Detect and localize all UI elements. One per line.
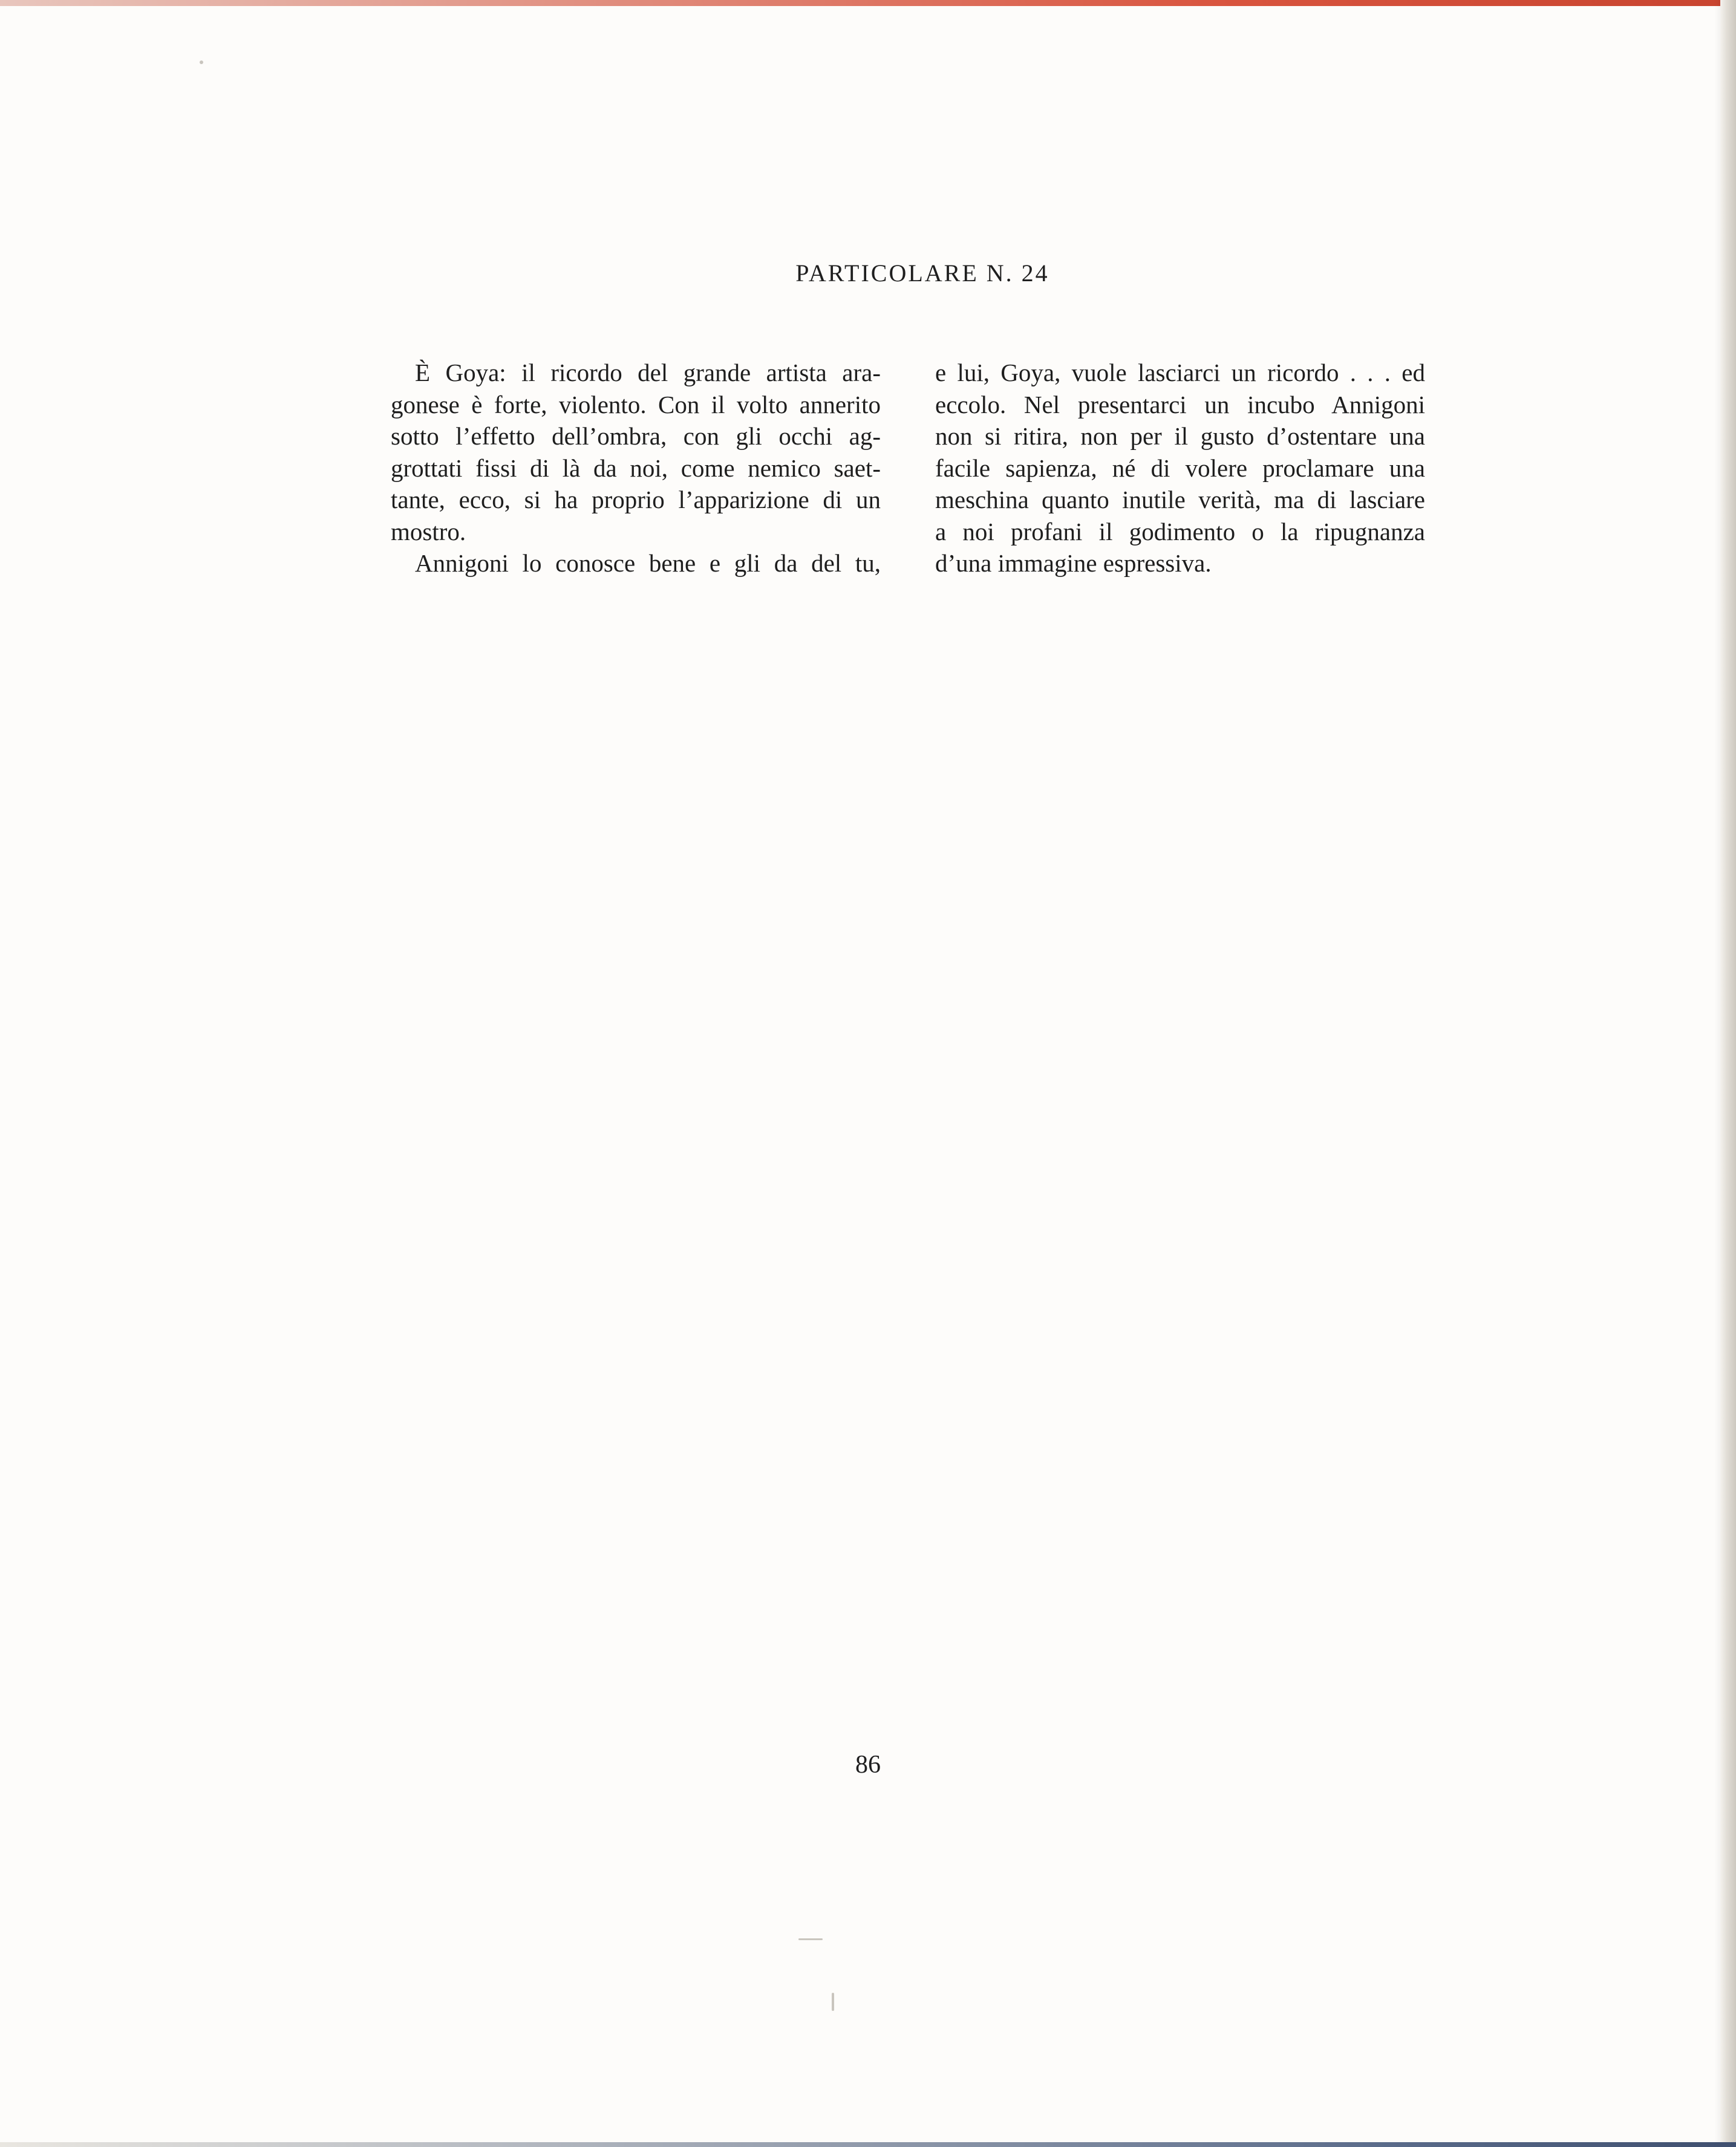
text-line: sotto l’effetto dell’ombra, con gli occhi ag- — [391, 422, 881, 450]
page-number: 86 — [855, 1751, 881, 1779]
page-gutter-shade — [1714, 0, 1720, 2147]
text-line: non si ritira, non per il gusto d’ostentare una — [935, 422, 1425, 450]
text-line: meschina quanto inutile verità, ma di lasciare — [935, 486, 1425, 513]
right-text-column — [935, 357, 1425, 579]
text-line: a noi profani il godimento o la ripugnanza — [935, 517, 1425, 546]
text-line: È Goya: il ricordo del grande artista ara- — [415, 359, 881, 386]
text-line: eccolo. Nel presentarci un incubo Annigoni — [935, 390, 1425, 419]
paper-speck — [200, 60, 203, 64]
text-line: d’una immagine espressiva. — [935, 549, 1212, 577]
page-bottom-edge — [0, 2142, 1736, 2147]
text-line: tante, ecco, si ha proprio l’apparizione di un — [391, 486, 881, 513]
text-line: grottati fissi di là da noi, come nemico saet- — [391, 454, 881, 482]
page-top-edge — [0, 0, 1736, 6]
page-title: PARTICOLARE N. 24 — [795, 259, 1049, 287]
paper-speck — [832, 1993, 834, 2011]
text-line: facile sapienza, né di volere proclamare una — [935, 454, 1425, 482]
text-line: mostro. — [391, 517, 466, 546]
page-right-edge — [1720, 0, 1736, 2147]
paper-speck — [798, 1938, 823, 1940]
text-line: gonese è forte, violento. Con il volto annerito — [391, 390, 881, 419]
text-line: e lui, Goya, vuole lasciarci un ricordo . . . ed — [935, 359, 1425, 386]
text-line: Annigoni lo conosce bene e gli da del tu, — [415, 549, 881, 577]
left-text-column — [391, 357, 881, 579]
